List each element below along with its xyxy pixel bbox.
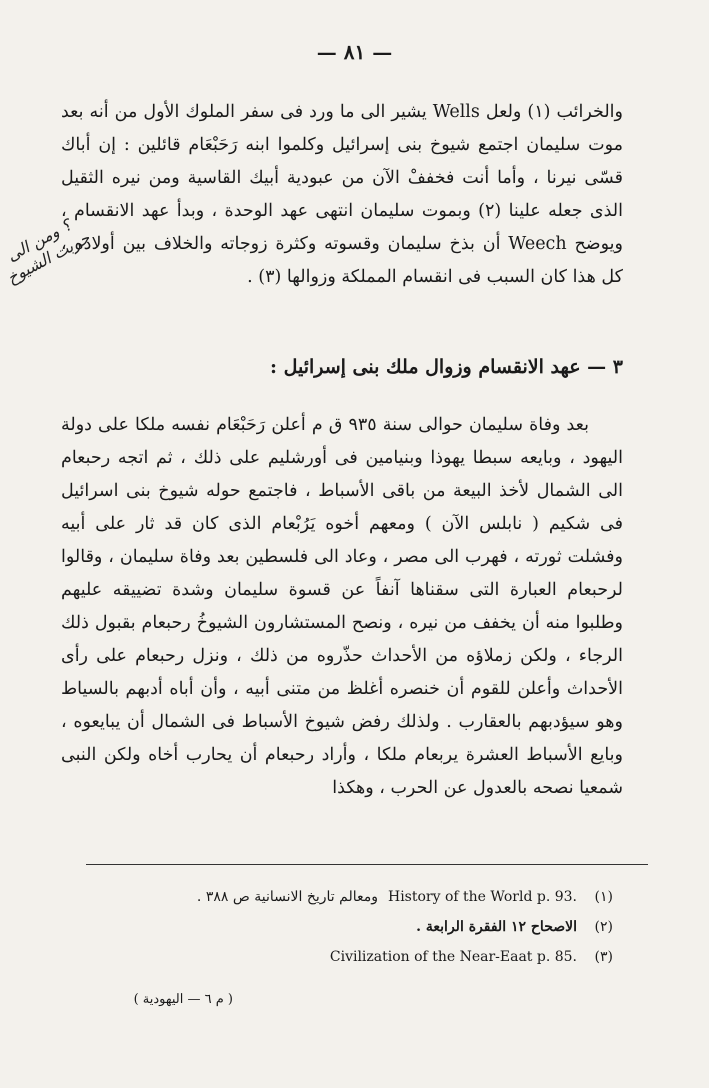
footnote-2 xyxy=(61,912,623,942)
footnotes xyxy=(61,882,623,972)
footnote-3 xyxy=(61,942,623,972)
footnote-divider xyxy=(86,864,648,865)
handwritten-margin-note: ؟ ومن الى حربت الشيوخ xyxy=(3,215,93,288)
footnote-number: (٣) xyxy=(594,949,613,965)
footnote-number: (١) xyxy=(594,889,613,905)
footnote-arabic: ومعالم تاريخ الانسانية ص ٣٨٨ . xyxy=(196,889,378,905)
page-number: — ٨١ — xyxy=(316,40,393,64)
section-heading: ٣ — عهد الانقسام وزوال ملك بنى إسرائيل : xyxy=(269,356,623,378)
footnote-arabic: الاصحاح ١٢ الفقرة الرابعة . xyxy=(416,919,577,935)
footnote-1 xyxy=(61,882,623,912)
paragraph-1: والخرائب (١) ولعل Wells يشير الى ما ورد فى سفر الملوك الأول من أنه بعد موت سليمان اجتمع شيوخ بنى إسرائيل وكلموا ابنه رَحَبْعَام قائلين : إن أباك قسّى نيرنا ، وأما أنت فخففْ الآن من عبودية أبيك القاسية ومن نيره الثقيل الذى جعله علينا (٢) وبموت سليمان انتهى عهد الوحدة ، وبدأ عهد الانقسام ، ويوضح Weech أن بذخ سليمان وقسوته وكثرة زوجاته والخلاف بين أولاده ، كل هذا كان السبب فى انقسام المملكة وزوالها (٣) . xyxy=(61,102,623,287)
paragraph-2: بعد وفاة سليمان حوالى سنة ٩٣٥ ق م أعلن رَحَبْعَام نفسه ملكا على دولة اليهود ، وبايعه سبطا يهوذا وبنيامين فى أورشليم على ذلك ، ثم اتجه رحبعام الى الشمال لأخذ البيعة من باقى الأسباط ، فاجتمع حوله شيوخ بنى اسرائيل فى شكيم ( نابلس الآن ) ومعهم أخوه يَرُبْعام الذى كان قد ثار على أبيه وفشلت ثورته ، فهرب الى مصر ، وعاد الى فلسطين بعد وفاة سليمان ، وقالوا لرحبعام العبارة التى سقناها آنفاً عن قسوة سليمان وشدة تضييقه عليهم وطلبوا منه أن يخفف من نيره ، ونصح المستشارون الشيوخُ رحبعام بقبول ذلك الرجاء ، ولكن زملاؤه من الأحداث حذّروه من ذلك ، ونزل رحبعام على رأى الأحداث وأعلن للقوم أن خنصره أغلظ من متنى أبيه ، وأن أباه أدبهم بالسياط وهو سيؤدبهم بالعقارب . ولذلك رفض شيوخ الأسباط فى الشمال أن يبايعوه ، وبايع الأسباط العشرة يربعام ملكا ، وأراد رحبعام أن يحارب أخاه ولكن النبى شمعيا نصحه بالعدول عن الحرب ، وهكذا xyxy=(61,415,623,798)
footnote-english: History of the World p. 93. xyxy=(388,889,577,905)
footnote-number: (٢) xyxy=(594,919,613,935)
footnote-english: Civilization of the Near-Eaat p. 85. xyxy=(329,949,577,965)
signature-mark: ( م ٦ — اليهودية ) xyxy=(133,992,233,1007)
